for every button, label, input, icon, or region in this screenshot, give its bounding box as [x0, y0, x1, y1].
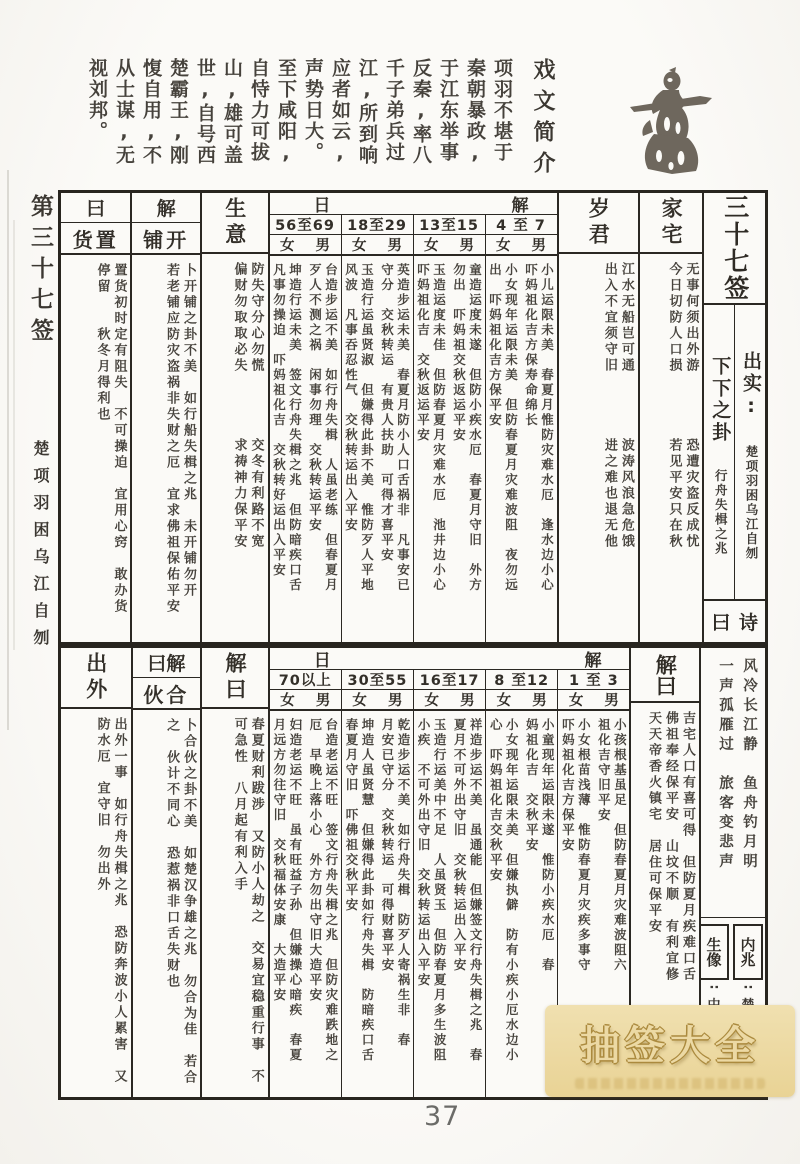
- range-label: 16至17: [414, 670, 485, 690]
- page-number: 37: [424, 1101, 461, 1132]
- age-ranges-upper: [268, 193, 557, 642]
- vertical-text-line: 一声孤雁过 旅客变悲声: [717, 658, 734, 873]
- vertical-text-line: 吓妈祖化吉 交秋返运平安: [415, 263, 431, 443]
- range-col-56-69: [270, 215, 341, 642]
- partnership-header: 伙合: [133, 678, 201, 710]
- strip-left-char: 日: [313, 196, 331, 216]
- watermark-subline: [575, 1078, 765, 1089]
- travel-header: 出外: [61, 648, 131, 709]
- col-goods-purchase: [61, 193, 130, 642]
- range-fortune-text: [270, 711, 341, 1097]
- vertical-text-line: 勿出 吓妈祖交秋返运平安: [451, 263, 467, 443]
- vertical-text-line: 出 吓妈祖化吉方保平安: [487, 263, 503, 428]
- vertical-text-line: 坤造行运未美 签文行舟失楫之兆 但防暗疾口舌: [287, 263, 303, 593]
- range-col-13-15: [413, 215, 485, 642]
- resolve-left-header: 解曰: [202, 648, 268, 709]
- col-shop-opening: [130, 193, 200, 642]
- vertical-text-line: 歹人不测之祸 闲事勿理 交秋转运平安: [307, 263, 323, 533]
- col-year-deity: [557, 193, 638, 642]
- vertical-text-line: 风冷长江静 鱼舟钓月明: [741, 658, 758, 873]
- shop-opening-header: 铺开: [132, 223, 200, 255]
- vertical-text-line: 吓妈祖化吉方保平安: [560, 718, 576, 853]
- range-col-30-55: [341, 670, 413, 1097]
- opera-intro-text: 项羽不堪于秦朝暴政,于江东举事反秦,率八千子弟兵过江,所到响应者如云,声势日大。至下咸阳,自恃力可拔山,雄可盖世,自号西楚霸王,刚愎自用,不从士谋,无视刘邦。: [86, 58, 513, 166]
- range-label: 13至15: [414, 215, 485, 235]
- vertical-text-line: 今日切防人口损 若见平安只在秋: [666, 262, 682, 550]
- vertical-text-line: 天天帝香火镇宅 居住可保平安: [646, 711, 662, 935]
- vertical-text-line: 小疾 不可外出守旧 交秋转运出入平安: [416, 718, 432, 988]
- range-fortune-text: [414, 256, 485, 642]
- col-partnership: [131, 648, 201, 1097]
- home-header: 家宅: [640, 193, 703, 254]
- vertical-text-line: 无事何须出外游 恐遭灾盗反成忧: [683, 262, 699, 550]
- shop-opening-text: [132, 255, 200, 642]
- page-margin-sign-title: [24, 194, 57, 914]
- vertical-text-line: 偏财勿取取必失 求祷神力保平安: [231, 262, 247, 550]
- vertical-text-line: 守分 交秋转运 有贵人扶助 可得才喜平安: [379, 263, 395, 563]
- col-home: [638, 193, 703, 642]
- range-col-16-17: [413, 670, 485, 1097]
- vertical-text-line: 出入不宜须守旧 进之难也退无他: [601, 262, 617, 550]
- vertical-text-line: 小童现年运限未遂 惟防小疾水厄 春: [540, 718, 556, 973]
- sign-number: 第三十七签: [27, 194, 53, 349]
- gender-header: 女 男: [342, 235, 413, 256]
- story-source-label: 出实:: [740, 351, 762, 420]
- gender-header: 女 男: [270, 690, 341, 711]
- opera-intro-title: 戏文简介: [530, 58, 555, 182]
- vertical-text-line: 小女现年运限未美 但防春夏月灾难波阻 夜勿远: [503, 263, 519, 593]
- vertical-text-line: 置货初时定有阻失 不可操迫 宜用心窍 敢办货: [111, 263, 127, 615]
- sign-poem-text: [701, 648, 765, 918]
- vertical-text-line: 小女根苗浅薄 惟防春夏月灾疾多事守: [576, 718, 592, 973]
- range-fortune-text: [270, 256, 341, 642]
- range-col-4-7: [485, 215, 557, 642]
- vertical-text-line: 童造运度未遂 但防小疾水厄 春夏月守旧 外方: [467, 263, 483, 593]
- business-header: 生意: [202, 193, 268, 254]
- vertical-text-line: 夏月不可外出守旧 交秋转运出入平安: [452, 718, 468, 973]
- inner-omen-label: 内兆: [733, 924, 763, 980]
- resolve-left-text: [202, 709, 268, 1097]
- range-label: 18至29: [342, 215, 413, 235]
- vertical-text-line: 出外一事 如行舟失楫之兆 恐防奔波小人累害 又: [111, 717, 127, 1085]
- watermark-badge: [545, 1005, 795, 1097]
- inner-omen-label-group: 内兆 :: [733, 924, 763, 1097]
- gender-header: 女 男: [486, 690, 557, 711]
- vertical-text-line: 防水厄 宜守旧 勿出外: [94, 717, 110, 893]
- vertical-text-line: 防失守分心勿慌 交冬有利路不宽: [248, 262, 264, 550]
- range-label: 56至69: [270, 215, 341, 235]
- vertical-text-line: 卜合伙之卦不美 如楚汉争雄之兆 勿合为佳 若合: [181, 718, 197, 1086]
- day-resolve-strip-header: [270, 193, 557, 215]
- vertical-text-line: 厄 早晚上落小心 外方勿出守旧大造平安: [307, 718, 323, 1003]
- vertical-text-line: 乾造步运不美 如行舟失楫 防歹人寄祸生非 春: [396, 718, 411, 1048]
- vertical-text-line: 若老铺应防灾盗祸非失财之厄 宜求佛祖保佑平安: [163, 263, 179, 615]
- range-fortune-text: [486, 256, 557, 642]
- vertical-text-line: 祥造步运不美 虽通能 但嫌签文行舟失楫之兆 春: [468, 718, 484, 1063]
- gender-header: 女 男: [270, 235, 341, 256]
- poem-section-header: 曰 诗: [711, 612, 758, 634]
- range-label: 4 至 7: [486, 215, 557, 235]
- col-travel: [61, 648, 131, 1097]
- vertical-text-line: 佛祖奉经保平安 山坟不顺 有利宜修: [663, 711, 679, 983]
- range-fortune-text: [342, 256, 413, 642]
- vertical-text-line: 春夏财利跋涉 又防小人劫之 交易宜稳重行事 不: [248, 717, 264, 1085]
- story-source-text: [734, 305, 765, 599]
- vertical-text-line: 小儿运限未美 春夏月惟防灾难水厄 逢水边小心: [539, 263, 555, 593]
- day-resolve-strip-header: [270, 648, 630, 670]
- strip-left-char: 日: [313, 651, 331, 671]
- gender-header: 女 男: [342, 690, 413, 711]
- vertical-text-line: 停留 秋冬月得利也: [94, 263, 110, 423]
- portrait-label: 生像: [699, 924, 729, 980]
- resolve-right-header: 解曰: [631, 648, 699, 703]
- vertical-text-line: 吉宅人口有喜可得 但防夏月疾难口舌: [680, 711, 696, 983]
- goods-purchase-header-word: 曰: [61, 193, 130, 223]
- vertical-text-line: 月远方勿往守旧 交秋福体安康 大造平安: [271, 718, 287, 1003]
- range-label: 30至55: [342, 670, 413, 690]
- vertical-text-line: 玉造运度未佳 但防春夏月灾难水厄 池井边小心: [431, 263, 447, 593]
- verdict-grade: 下下之卦: [709, 356, 732, 444]
- verdict-text: [704, 305, 734, 599]
- vertical-text-line: 月安已守分 交秋转运 可得财喜平安: [380, 718, 395, 973]
- gender-header: 女 男: [414, 235, 485, 256]
- vertical-text-line: 祖化吉守旧平安: [596, 718, 612, 823]
- strip-right-char: 解: [511, 196, 529, 216]
- col-business: [200, 193, 268, 642]
- vertical-text-line: 玉造行运虽贤淑 但嫌得此卦不美 惟防歹人平地: [359, 263, 375, 593]
- vertical-text-line: 英造步运未美 春夏月防小人口舌祸非 凡事安已: [395, 263, 411, 593]
- vertical-text-line: 春夏月守旧 吓佛祖交秋平安: [344, 718, 359, 913]
- woodcut-figure-illustration: [626, 66, 718, 180]
- year-deity-text: [559, 254, 638, 642]
- range-col-70plus: [270, 670, 341, 1097]
- sign-title: 三十七签: [704, 193, 765, 305]
- fortune-table-upper: [58, 190, 768, 645]
- vertical-text-line: 风波 凡事吞忍性气 交秋转运出入平安: [343, 263, 359, 533]
- vertical-text-line: 之 伙计不同心 恐惹祸非口舌失财也: [164, 718, 180, 990]
- range-fortune-text: [414, 711, 485, 1097]
- col-resolve-left: [200, 648, 268, 1097]
- partnership-header-word: 曰解: [133, 648, 201, 678]
- vertical-text-line: 妈祖化吉 交秋平安: [524, 718, 540, 853]
- scan-artifact-line: [13, 220, 15, 650]
- partnership-text: [133, 710, 201, 1097]
- col-sign-block: [702, 193, 765, 642]
- range-label: 8 至12: [486, 670, 557, 690]
- vertical-text-line: 妇造老运不旺 虽有旺益子孙 但嫌操心暗疾 春夏: [287, 718, 303, 1063]
- vertical-text-line: 可急性 八月起有利入手: [231, 717, 247, 893]
- vertical-text-line: 台造步运不美 如行舟失楫 人虽老练 但春夏月: [323, 263, 339, 593]
- gender-header: 女 男: [558, 690, 629, 711]
- vertical-text-line: 坤造人虽贤慧 但嫌得此卦如行舟失楫 防暗疾口舌: [360, 718, 375, 1063]
- verdict-omen: 行舟失楫之兆: [713, 469, 729, 556]
- range-label: 1 至 3: [558, 670, 629, 690]
- sign-verdict-cell: [704, 305, 765, 601]
- watermark-text: 抽签大全: [580, 1022, 760, 1069]
- vertical-text-line: 小女现年运限未美 但嫌执僻 防有小疾小厄水边小: [504, 718, 520, 1063]
- year-deity-header: 岁君: [559, 193, 638, 254]
- business-text: [202, 254, 268, 642]
- vertical-text-line: 小孩根基虽足 但防春夏月灾难波阻六: [612, 718, 628, 973]
- vertical-text-line: 卜开铺之卦不美 如行船失楫之兆 未开铺勿开: [180, 263, 196, 599]
- range-fortune-text: [342, 711, 413, 1097]
- vertical-text-line: 江水无船岂可通 波涛风浪急危饿: [618, 262, 634, 550]
- portrait-label-group: 生像 :: [699, 924, 729, 1097]
- range-label: 70以上: [270, 670, 341, 690]
- strip-right-char: 解: [584, 651, 602, 671]
- vertical-text-line: 心 吓妈祖化吉交秋平安: [488, 718, 504, 883]
- opera-intro-block: [58, 58, 556, 182]
- vertical-text-line: 吓妈祖化吉方保寿命绵长: [523, 263, 539, 428]
- range-col-18-29: [341, 215, 413, 642]
- vertical-text-line: 玉造行运美中不足 人虽贤玉 但防春夏月多生波阻: [432, 718, 448, 1063]
- gender-header: 女 男: [486, 235, 557, 256]
- scan-artifact-line: [7, 170, 9, 730]
- gender-header: 女 男: [414, 690, 485, 711]
- sign-story-title: 楚项羽困乌江自刎: [31, 440, 50, 656]
- home-text: [640, 254, 703, 642]
- goods-purchase-header: 货置: [61, 223, 130, 255]
- vertical-text-line: 台造老运不旺 签文行舟失楫之兆 但防灾难跌地之: [323, 718, 339, 1063]
- vertical-text-line: 凡事勿操迫 吓妈祖化吉 交秋转好运出入平安: [271, 263, 287, 578]
- goods-purchase-text: [61, 255, 130, 642]
- shop-opening-header-word: 解: [132, 193, 200, 223]
- travel-text: [61, 709, 131, 1097]
- story-source-title: 楚项羽困乌江自刎: [744, 445, 759, 561]
